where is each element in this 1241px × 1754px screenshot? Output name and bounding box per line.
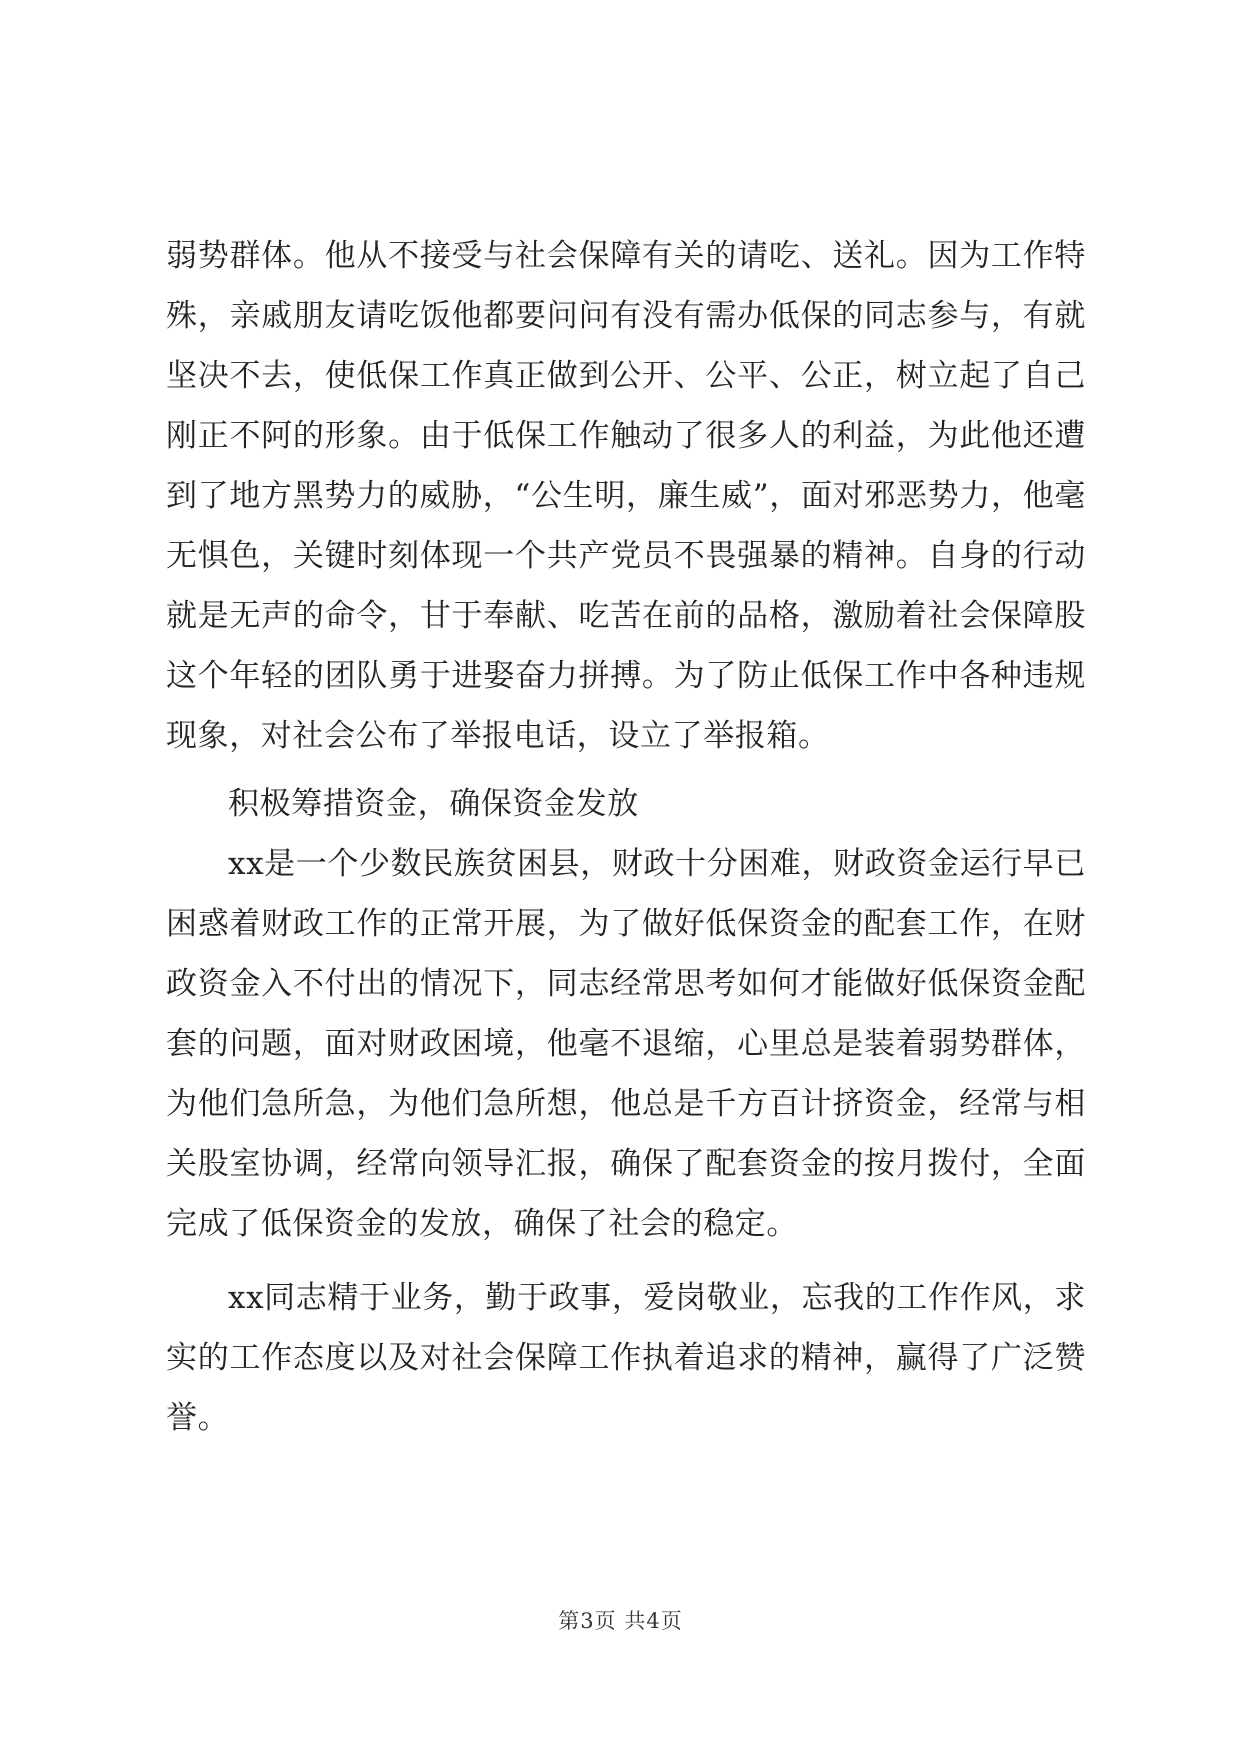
paragraph-2: xx是一个少数民族贫困县，财政十分困难，财政资金运行早已困惑着财政工作的正常开展，为了做好低保资金的配套工作，在财政资金入不付出的情况下，同志经常思考如何才能做好低保资金配套的问题，面对财政困境，他毫不退缩，心里总是装着弱势群体，为他们急所急，为他们急所想，他总是千方百计挤资金，经常与相关股室协调，经常向领导汇报，确保了配套资金的按月拨付，全面完成了低保资金的发放，确保了社会的稳定。 — [166, 846, 1086, 1242]
paragraph-1: 弱势群体。他从不接受与社会保障有关的请吃、送礼。因为工作特殊，亲戚朋友请吃饭他都要问问有没有需办低保的同志参与，有就坚决不去，使低保工作真正做到公开、公平、公正，树立起了自己刚正不阿的形象。由于低保工作触动了很多人的利益，为此他还遭到了地方黑势力的威胁，“公生明，廉生威”，面对邪恶势力，他毫无惧色，关键时刻体现一个共产党员不畏强暴的精神。自身的行动就是无声的命令，甘于奉献、吃苦在前的品格，激励着社会保障股这个年轻的团队勇于进娶奋力拼搏。为了防止低保工作中各种违规现象，对社会公布了举报电话，设立了举报箱。 — [166, 238, 1086, 754]
document-body — [166, 226, 1086, 1448]
page-footer: 第3页 共4页 — [558, 1609, 683, 1633]
paragraph-3: xx同志精于业务，勤于政事，爱岗敬业，忘我的工作作风，求实的工作态度以及对社会保障工作执着追求的精神，赢得了广泛赞誉。 — [166, 1280, 1086, 1436]
section-heading: 积极筹措资金，确保资金发放 — [228, 786, 639, 822]
